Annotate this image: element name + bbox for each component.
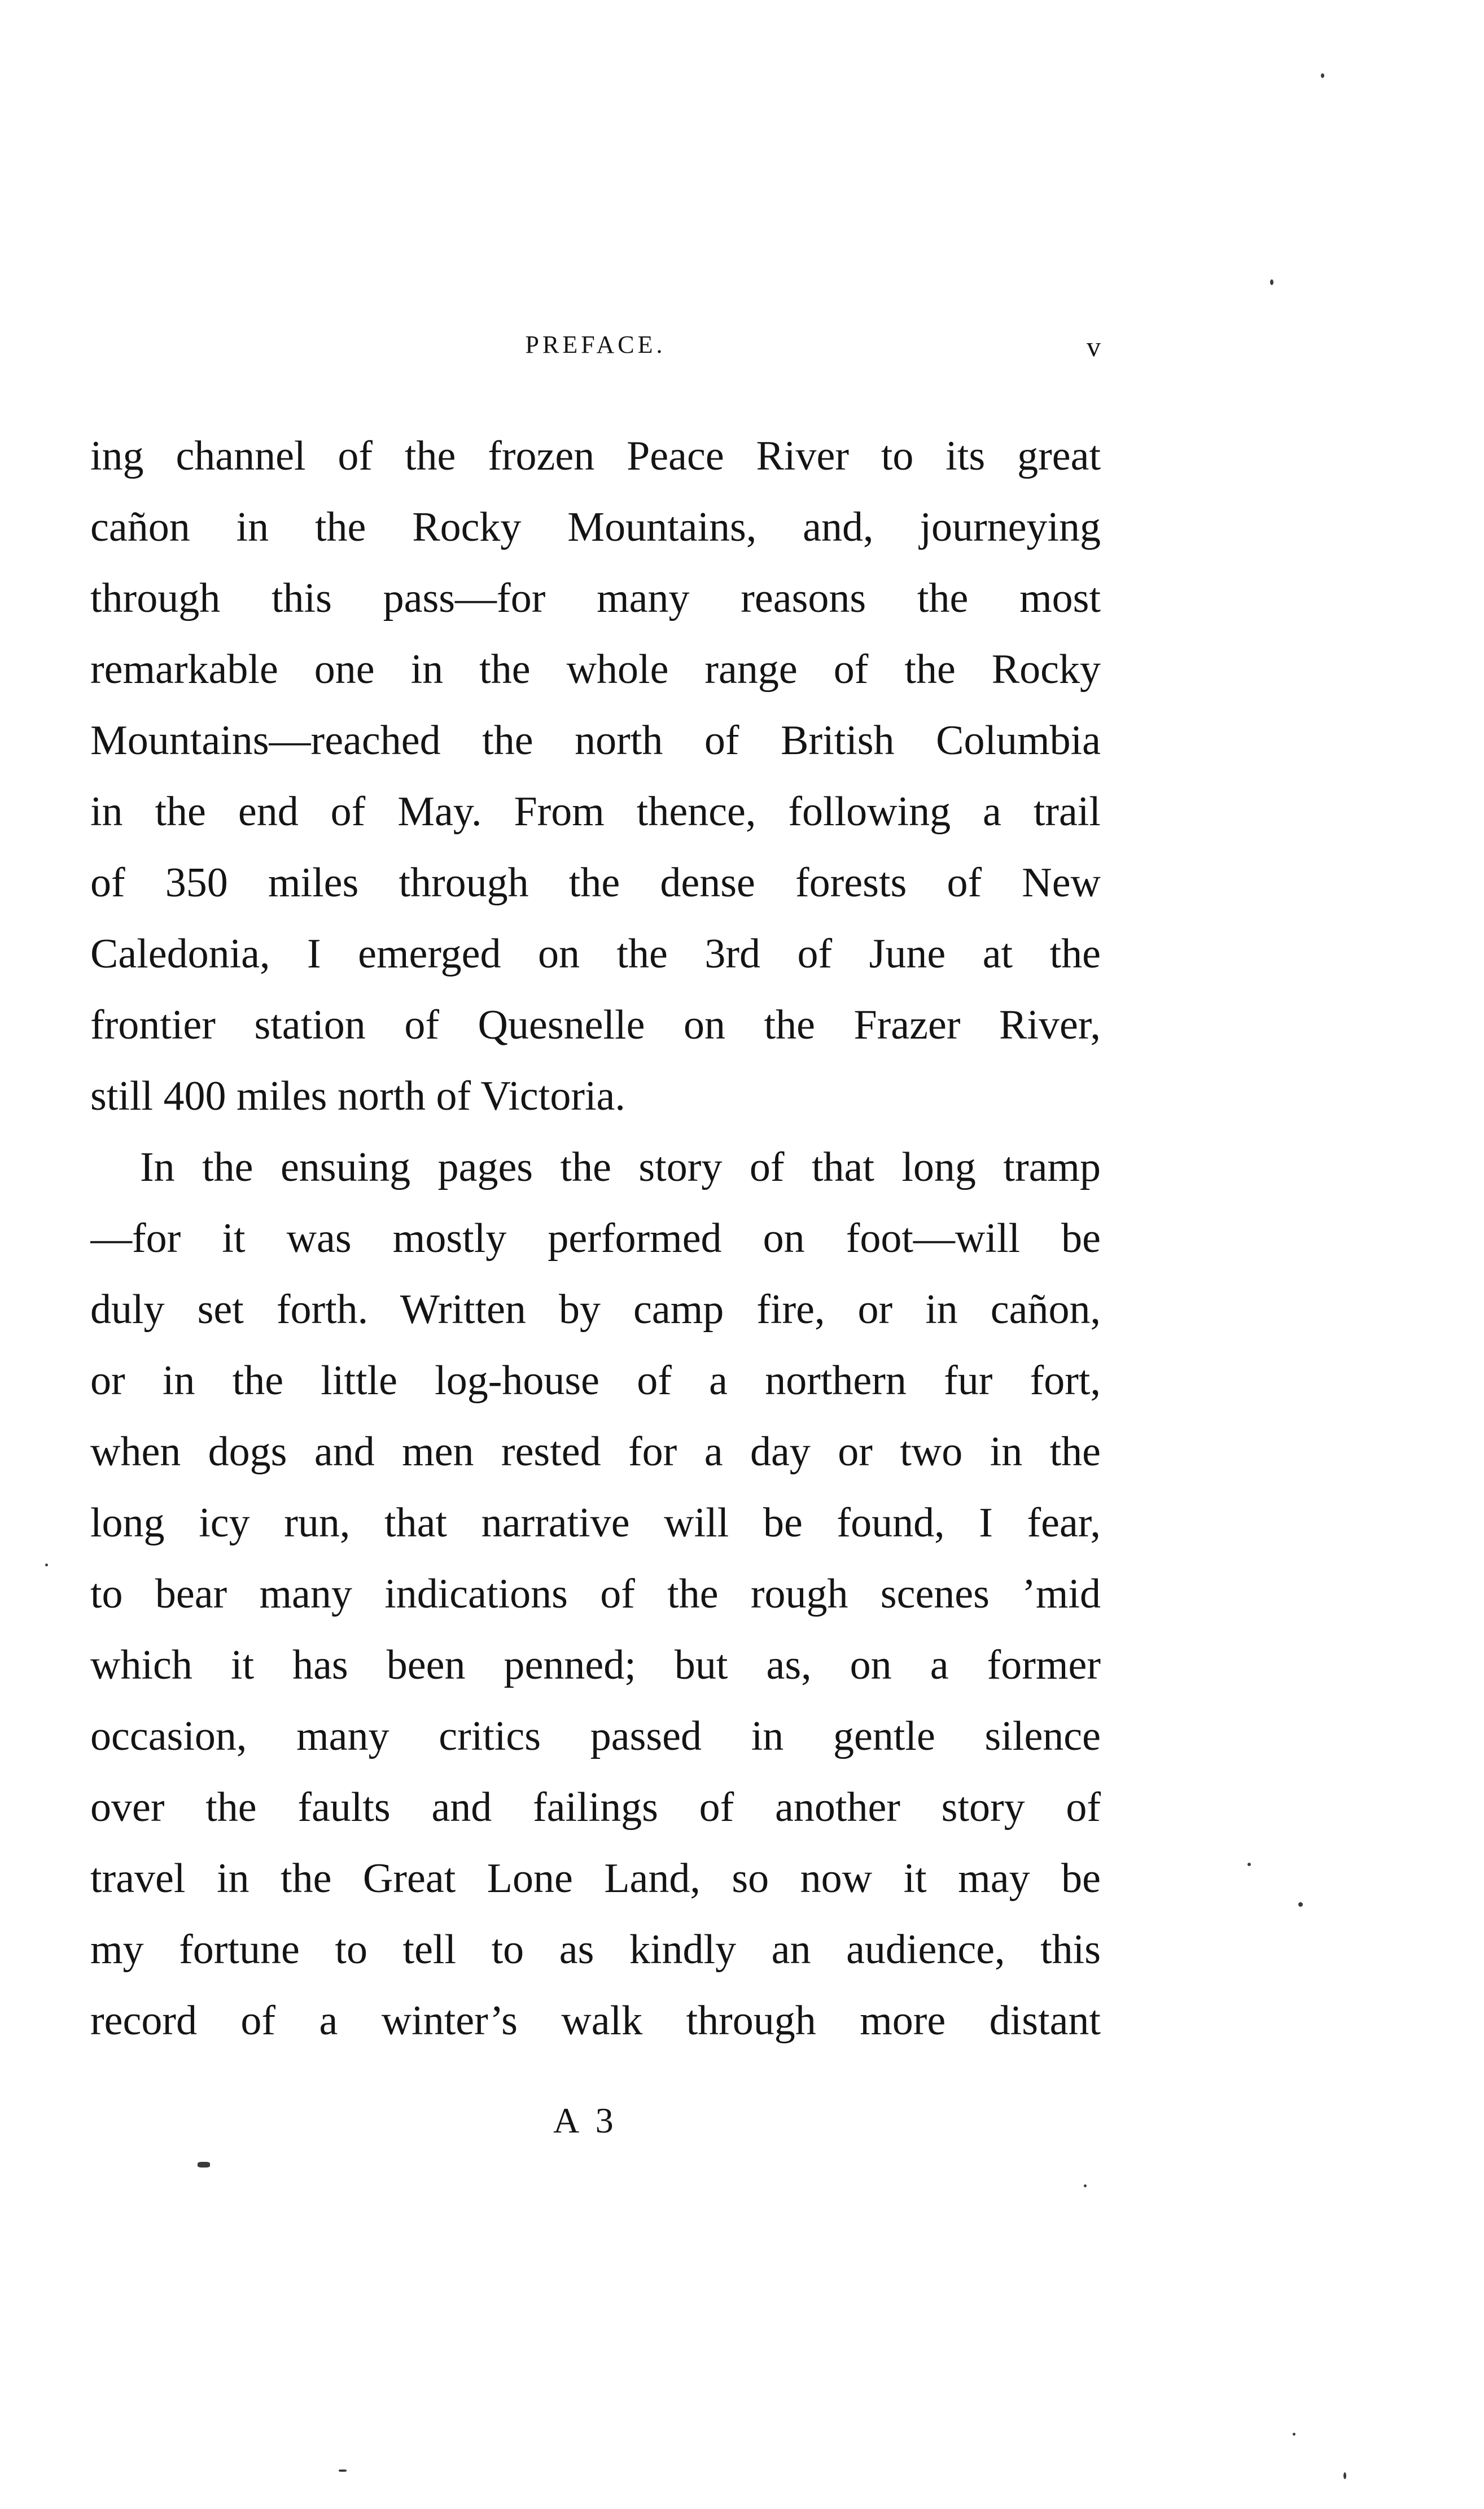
text-line: ing channel of the frozen Peace River to its great xyxy=(90,433,1101,479)
ink-speck xyxy=(1084,2184,1087,2187)
page-number: v xyxy=(1087,331,1101,362)
text-line: which it has been penned; but as, on a former xyxy=(90,1642,1101,1688)
text-line: Mountains—reached the north of British Columbia xyxy=(90,717,1101,764)
text-line: through this pass—for many reasons the most xyxy=(90,575,1101,621)
running-title: PREFACE. xyxy=(525,331,666,358)
text-line: record of a winter’s walk through more distant xyxy=(90,1998,1101,2044)
text-line: Caledonia, I emerged on the 3rd of June at the xyxy=(90,931,1101,977)
text-line: my fortune to tell to as kindly an audience, this xyxy=(90,1926,1101,1973)
ink-speck xyxy=(1343,2472,1346,2479)
text-line: remarkable one in the whole range of the Rocky xyxy=(90,646,1101,693)
text-line: to bear many indications of the rough scenes ’mid xyxy=(90,1571,1101,1617)
text-line: In the ensuing pages the story of that long tramp xyxy=(140,1144,1101,1190)
text-line: cañon in the Rocky Mountains, and, journeying xyxy=(90,504,1101,550)
text-line: frontier station of Quesnelle on the Frazer River, xyxy=(90,1002,1101,1048)
text-line: occasion, many critics passed in gentle silence xyxy=(90,1713,1101,1759)
ink-speck xyxy=(339,2469,347,2472)
text-line: or in the little log-house of a northern fur fort, xyxy=(90,1358,1101,1404)
ink-speck xyxy=(1321,73,1324,78)
text-line: long icy run, that narrative will be found, I fear, xyxy=(90,1500,1101,1546)
ink-speck xyxy=(1298,1902,1303,1907)
ink-speck xyxy=(1247,1863,1251,1866)
ink-speck xyxy=(1293,2433,1295,2436)
body-text xyxy=(90,421,1101,2056)
running-head xyxy=(90,330,1101,370)
ink-speck xyxy=(1270,279,1273,285)
text-line: still 400 miles north of Victoria. xyxy=(90,1073,625,1119)
text-line: in the end of May. From thence, following a trail xyxy=(90,789,1101,835)
ink-speck xyxy=(45,1564,48,1566)
text-line: duly set forth. Written by camp fire, or in cañon, xyxy=(90,1286,1101,1333)
text-line: when dogs and men rested for a day or two in the xyxy=(90,1429,1101,1475)
text-line: of 350 miles through the dense forests of New xyxy=(90,860,1101,906)
text-line: over the faults and failings of another story of xyxy=(90,1784,1101,1831)
ink-speck xyxy=(198,2162,210,2168)
signature-mark: A 3 xyxy=(553,2100,618,2140)
text-line: —for it was mostly performed on foot—will be xyxy=(90,1215,1101,1262)
text-line: travel in the Great Lone Land, so now it may be xyxy=(90,1855,1101,1902)
